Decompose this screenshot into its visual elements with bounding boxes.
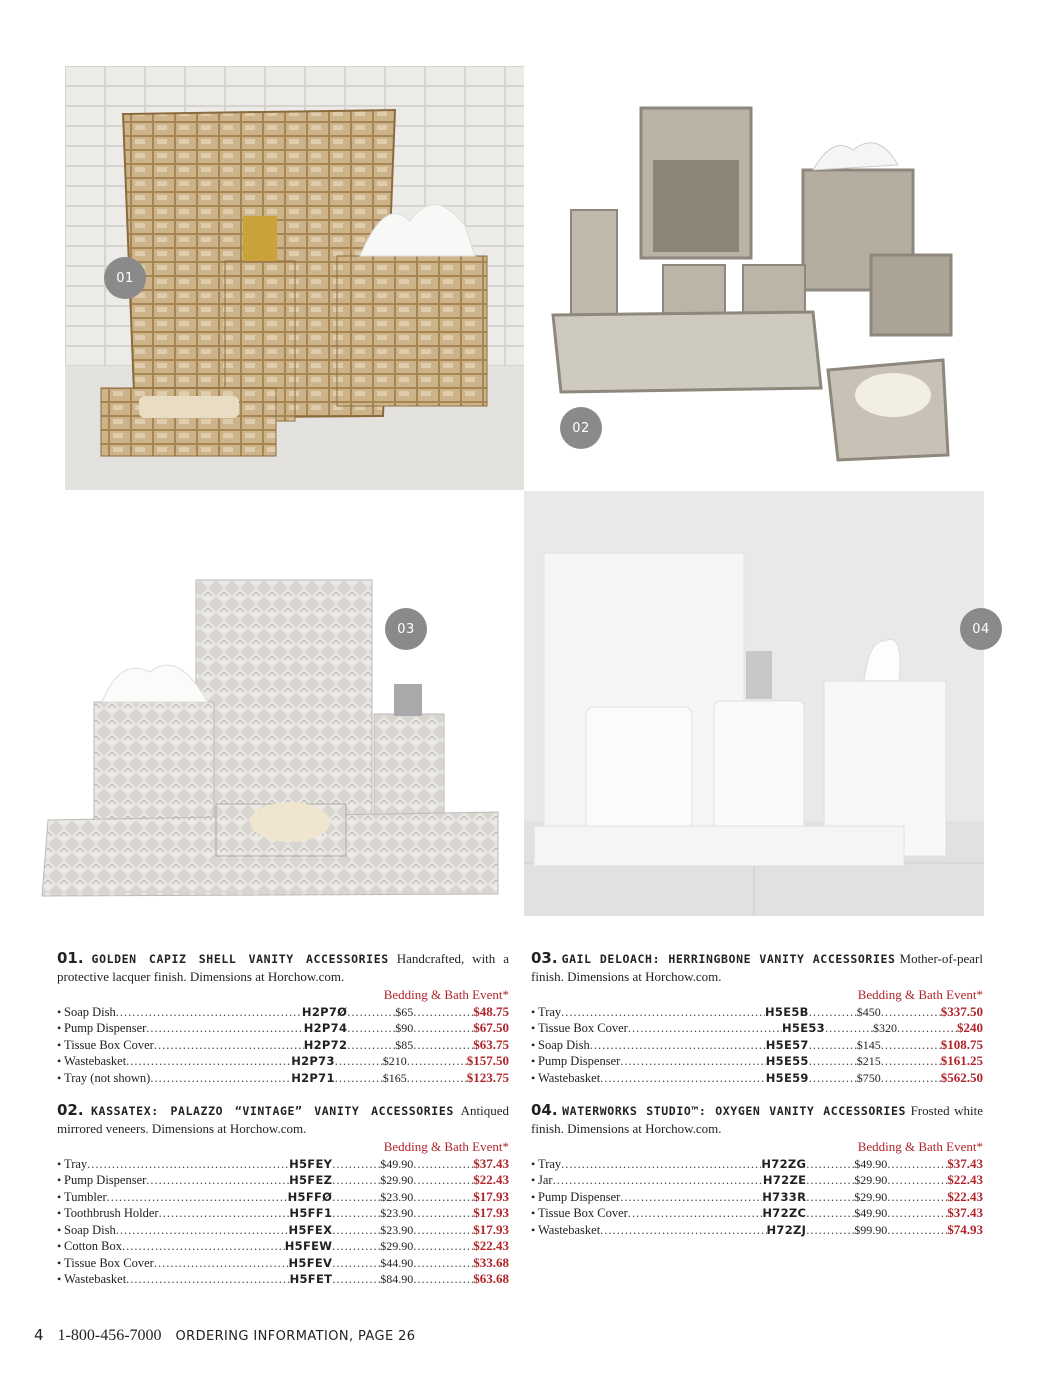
- item-price: $23.90: [380, 1189, 414, 1204]
- item-name: Toothbrush Holder: [64, 1206, 159, 1220]
- item-sale-price: $123.75: [466, 1069, 509, 1085]
- item-sku: H72ZC: [762, 1206, 807, 1220]
- item-sale-price: $17.93: [473, 1188, 509, 1204]
- dot-leader: [413, 1222, 473, 1239]
- bullet-mark: •: [531, 1173, 536, 1187]
- dot-leader: [146, 1172, 289, 1189]
- dot-leader: [600, 1070, 766, 1087]
- sale-event-label: Bedding & Bath Event*: [857, 1139, 983, 1154]
- dot-leader: [887, 1156, 947, 1173]
- item-name: Pump Dispenser: [64, 1021, 147, 1035]
- price-list-row: [531, 1037, 983, 1054]
- bullet-mark: •: [531, 1189, 536, 1204]
- item-sku: H5E53: [782, 1021, 825, 1035]
- item-price: $99.90: [854, 1222, 888, 1237]
- phone-number: 1-800-456-7000: [57, 1327, 162, 1344]
- dot-leader: [806, 1172, 854, 1189]
- bullet-mark: •: [531, 1222, 536, 1237]
- item-price: $750: [856, 1070, 881, 1085]
- item-sku: H5FEY: [289, 1156, 333, 1171]
- bullet-mark: •: [531, 1156, 536, 1171]
- item-sale-price: $108.75: [940, 1036, 983, 1052]
- price-list-row: [57, 1255, 509, 1272]
- price-list-row: [531, 1020, 983, 1037]
- item-sku: H72ZJ: [766, 1222, 807, 1237]
- dot-leader: [881, 1037, 941, 1054]
- mirrored-vanity-set-image: [543, 90, 983, 470]
- item-price: $49.90: [380, 1156, 414, 1171]
- item-price: $145: [856, 1037, 881, 1052]
- item-price: $320: [873, 1021, 897, 1035]
- item-price: $65: [395, 1004, 414, 1019]
- dot-leader: [347, 1004, 395, 1021]
- item-name: Wastebasket: [538, 1070, 601, 1085]
- dot-leader: [809, 1053, 857, 1070]
- product-number: 03.: [531, 949, 558, 967]
- product-number-badge: 03: [385, 608, 427, 650]
- item-sale-price: $161.25: [940, 1053, 983, 1068]
- item-name: Cotton Box: [64, 1239, 122, 1253]
- dot-leader: [628, 1020, 782, 1037]
- dot-leader: [332, 1255, 380, 1272]
- item-sale-price: $48.75: [473, 1003, 509, 1019]
- price-list-row: [531, 1156, 983, 1173]
- item-sale-price: $63.75: [473, 1036, 509, 1052]
- page-footer: [34, 1326, 415, 1345]
- bullet-mark: •: [57, 1021, 62, 1035]
- item-price: $215: [856, 1054, 881, 1068]
- dot-leader: [413, 1205, 473, 1222]
- item-sku: H5FEZ: [289, 1173, 333, 1187]
- product-description: Mother-of-pearl finish. Dimensions at Horchow.com.: [531, 951, 983, 984]
- dot-leader: [413, 1271, 473, 1288]
- product-description: Frosted white finish. Dimensions at Horchow.com.: [531, 1103, 984, 1136]
- item-sale-price: $22.43: [473, 1238, 509, 1253]
- item-name: Pump Dispenser: [538, 1054, 621, 1068]
- product-photo-02: [543, 90, 983, 470]
- dot-leader: [413, 1037, 473, 1054]
- dot-leader: [407, 1053, 467, 1070]
- item-sale-price: $33.68: [473, 1254, 509, 1270]
- item-sale-price: $157.50: [466, 1053, 509, 1068]
- item-price: $29.90: [380, 1173, 414, 1187]
- dot-leader: [116, 1004, 302, 1021]
- page-number: 4: [34, 1326, 44, 1344]
- item-name: Wastebasket: [64, 1272, 127, 1286]
- dot-leader: [809, 1004, 857, 1021]
- dot-leader: [897, 1020, 957, 1037]
- item-sale-price: $22.43: [947, 1188, 983, 1204]
- item-price: $23.90: [380, 1222, 414, 1237]
- product-column-left: [57, 950, 509, 1304]
- dot-leader: [413, 1172, 473, 1189]
- dot-leader: [332, 1271, 380, 1288]
- item-price: $23.90: [380, 1206, 414, 1220]
- item-sale-price: $17.93: [473, 1205, 509, 1220]
- item-price: $49.90: [854, 1206, 888, 1220]
- item-name: Soap Dish: [64, 1004, 116, 1019]
- item-sale-price: $22.43: [473, 1172, 509, 1187]
- bullet-mark: •: [57, 1004, 62, 1019]
- price-list-row: [531, 1070, 983, 1087]
- product-title: WATERWORKS STUDIO™: OXYGEN VANITY ACCESSORIES: [562, 1104, 906, 1118]
- item-sku: H5FEV: [288, 1255, 333, 1270]
- product-description: Handcrafted, with a protective lacquer finish. Dimensions at Horchow.com.: [57, 951, 510, 984]
- dot-leader: [620, 1189, 762, 1206]
- sale-event-label: Bedding & Bath Event*: [383, 987, 509, 1002]
- price-list-row: [531, 1172, 983, 1189]
- item-price: $90: [395, 1021, 414, 1035]
- product-photo-04: [524, 491, 984, 916]
- dot-leader: [881, 1070, 941, 1087]
- dot-leader: [600, 1222, 766, 1239]
- item-sku: H5E59: [765, 1070, 809, 1085]
- dot-leader: [335, 1053, 383, 1070]
- item-name: Tray: [64, 1156, 88, 1171]
- item-sale-price: $67.50: [473, 1020, 509, 1035]
- item-sale-price: $22.43: [947, 1172, 983, 1187]
- dot-leader: [806, 1222, 854, 1239]
- dot-leader: [154, 1255, 289, 1272]
- price-list-row: [57, 1156, 509, 1173]
- item-name: Pump Dispenser: [64, 1173, 147, 1187]
- product-number: 04.: [531, 1101, 558, 1119]
- bullet-mark: •: [57, 1206, 62, 1220]
- dot-leader: [126, 1271, 289, 1288]
- bullet-mark: •: [57, 1239, 62, 1253]
- dot-leader: [620, 1053, 765, 1070]
- dot-leader: [825, 1020, 873, 1037]
- price-list-row: [57, 1053, 509, 1070]
- item-name: Wastebasket: [538, 1222, 601, 1237]
- product-number-badge: 02: [560, 407, 602, 449]
- price-list-row: [57, 1189, 509, 1206]
- item-sale-price: $37.43: [947, 1205, 983, 1220]
- bullet-mark: •: [531, 1054, 536, 1068]
- dot-leader: [107, 1189, 288, 1206]
- item-price: $210: [382, 1054, 407, 1068]
- dot-leader: [413, 1189, 473, 1206]
- item-name: Tumbler: [64, 1189, 107, 1204]
- dot-leader: [332, 1172, 380, 1189]
- bullet-mark: •: [531, 1021, 536, 1035]
- dot-leader: [809, 1037, 857, 1054]
- item-sku: H5FEX: [288, 1222, 333, 1237]
- dot-leader: [628, 1205, 763, 1222]
- item-sku: H2P7Ø: [301, 1004, 348, 1019]
- product-title: GAIL DELOACH: HERRINGBONE VANITY ACCESSORIES: [561, 952, 896, 966]
- dot-leader: [347, 1037, 395, 1054]
- dot-leader: [806, 1156, 854, 1173]
- product-section-01: [57, 950, 509, 1086]
- product-description: Antiqued mirrored veneers. Dimensions at Horchow.com.: [57, 1103, 510, 1136]
- item-sku: H5FET: [289, 1272, 333, 1286]
- bullet-mark: •: [57, 1189, 62, 1204]
- price-list-row: [57, 1222, 509, 1239]
- item-sale-price: $240: [957, 1020, 983, 1035]
- dot-leader: [809, 1070, 857, 1087]
- dot-leader: [553, 1172, 763, 1189]
- product-section-04: [531, 1102, 983, 1238]
- dot-leader: [806, 1205, 854, 1222]
- product-heading: [57, 1102, 509, 1137]
- item-sale-price: $63.68: [473, 1271, 509, 1286]
- dot-leader: [332, 1238, 380, 1255]
- dot-leader: [887, 1205, 947, 1222]
- product-photo-03: [40, 572, 502, 902]
- item-sale-price: $37.43: [473, 1155, 509, 1171]
- price-list-row: [531, 1053, 983, 1070]
- dot-leader: [332, 1205, 380, 1222]
- dot-leader: [413, 1255, 473, 1272]
- item-sku: H5FFØ: [287, 1189, 333, 1204]
- item-name: Wastebasket: [64, 1054, 127, 1068]
- bullet-mark: •: [57, 1070, 62, 1085]
- bullet-mark: •: [531, 1206, 536, 1220]
- product-title: KASSATEX: PALAZZO “VINTAGE” VANITY ACCESSORIES: [91, 1104, 454, 1118]
- product-section-03: [531, 950, 983, 1086]
- price-list-row: [57, 1172, 509, 1189]
- dot-leader: [332, 1222, 380, 1239]
- dot-leader: [413, 1156, 473, 1173]
- item-sku: H733R: [762, 1189, 807, 1204]
- item-sku: H2P71: [291, 1070, 335, 1085]
- bullet-mark: •: [57, 1222, 62, 1237]
- dot-leader: [887, 1189, 947, 1206]
- item-sku: H5E5B: [765, 1004, 809, 1019]
- product-number-badge: 04: [960, 608, 1002, 650]
- price-list-row: [57, 1037, 509, 1054]
- item-sale-price: $74.93: [947, 1221, 983, 1237]
- dot-leader: [413, 1238, 473, 1255]
- item-price: $49.90: [854, 1156, 888, 1171]
- price-list-row: [531, 1222, 983, 1239]
- item-name: Tray (not shown): [64, 1070, 151, 1085]
- item-name: Jar: [538, 1173, 553, 1187]
- bullet-mark: •: [57, 1037, 62, 1052]
- dot-leader: [887, 1172, 947, 1189]
- dot-leader: [335, 1070, 383, 1087]
- ordering-info-text: ORDERING INFORMATION, PAGE 26: [175, 1329, 416, 1344]
- item-name: Tissue Box Cover: [538, 1021, 628, 1035]
- item-sku: H5FF1: [289, 1206, 333, 1220]
- product-title: GOLDEN CAPIZ SHELL VANITY ACCESSORIES: [91, 952, 389, 966]
- price-list-row: [57, 1238, 509, 1255]
- dot-leader: [881, 1053, 941, 1070]
- product-heading: [531, 950, 983, 985]
- item-price: $29.90: [854, 1189, 888, 1204]
- dot-leader: [887, 1222, 947, 1239]
- product-heading: [57, 950, 509, 985]
- price-list-row: [531, 1189, 983, 1206]
- dot-leader: [87, 1156, 289, 1173]
- item-sku: H72ZG: [761, 1156, 807, 1171]
- dot-leader: [413, 1020, 473, 1037]
- item-name: Tray: [538, 1004, 562, 1019]
- dot-leader: [154, 1037, 304, 1054]
- dot-leader: [332, 1156, 380, 1173]
- dot-leader: [413, 1004, 473, 1021]
- item-sale-price: $17.93: [473, 1221, 509, 1237]
- item-price: $84.90: [380, 1272, 414, 1286]
- price-list-row: [57, 1004, 509, 1021]
- item-sku: H2P73: [291, 1054, 335, 1068]
- price-list-row: [531, 1004, 983, 1021]
- bullet-mark: •: [531, 1004, 536, 1019]
- dot-leader: [347, 1020, 395, 1037]
- frosted-glass-vanity-set-image: [524, 491, 984, 916]
- sale-event-label: Bedding & Bath Event*: [383, 1139, 509, 1154]
- item-name: Pump Dispenser: [538, 1189, 621, 1204]
- dot-leader: [881, 1004, 941, 1021]
- item-name: Tissue Box Cover: [64, 1255, 154, 1270]
- price-list-row: [57, 1205, 509, 1222]
- product-number: 02.: [57, 1101, 84, 1119]
- dot-leader: [806, 1189, 854, 1206]
- item-name: Soap Dish: [538, 1037, 590, 1052]
- price-list-row: [57, 1020, 509, 1037]
- product-column-right: [531, 950, 983, 1254]
- item-sku: H2P74: [303, 1021, 348, 1035]
- item-sku: H5E57: [765, 1037, 809, 1052]
- dot-leader: [590, 1037, 766, 1054]
- item-name: Tissue Box Cover: [538, 1206, 628, 1220]
- dot-leader: [150, 1070, 291, 1087]
- bullet-mark: •: [57, 1156, 62, 1171]
- bullet-mark: •: [531, 1070, 536, 1085]
- price-list-row: [57, 1070, 509, 1087]
- item-sku: H5FEW: [284, 1239, 333, 1253]
- item-price: $165: [382, 1070, 407, 1085]
- sale-event-label: Bedding & Bath Event*: [857, 987, 983, 1002]
- dot-leader: [146, 1020, 303, 1037]
- item-sku: H5E55: [765, 1054, 809, 1068]
- herringbone-vanity-set-image: [40, 572, 502, 902]
- dot-leader: [159, 1205, 290, 1222]
- dot-leader: [126, 1053, 291, 1070]
- bullet-mark: •: [531, 1037, 536, 1052]
- dot-leader: [122, 1238, 285, 1255]
- item-sale-price: $337.50: [940, 1003, 983, 1019]
- product-number: 01.: [57, 949, 84, 967]
- dot-leader: [116, 1222, 289, 1239]
- item-name: Tissue Box Cover: [64, 1037, 154, 1052]
- item-price: $29.90: [854, 1173, 888, 1187]
- item-name: Soap Dish: [64, 1222, 116, 1237]
- item-price: $44.90: [380, 1255, 414, 1270]
- dot-leader: [407, 1070, 467, 1087]
- dot-leader: [561, 1156, 761, 1173]
- item-sku: H2P72: [303, 1037, 348, 1052]
- product-section-02: [57, 1102, 509, 1288]
- product-number-badge: 01: [104, 257, 146, 299]
- item-sale-price: $37.43: [947, 1155, 983, 1171]
- bullet-mark: •: [57, 1272, 62, 1286]
- bullet-mark: •: [57, 1255, 62, 1270]
- item-sale-price: $562.50: [940, 1069, 983, 1085]
- item-price: $85: [395, 1037, 414, 1052]
- bullet-mark: •: [57, 1173, 62, 1187]
- item-name: Tray: [538, 1156, 562, 1171]
- price-list-row: [57, 1271, 509, 1288]
- item-price: $450: [856, 1004, 881, 1019]
- dot-leader: [332, 1189, 380, 1206]
- item-sku: H72ZE: [762, 1173, 807, 1187]
- dot-leader: [561, 1004, 765, 1021]
- item-price: $29.90: [380, 1239, 414, 1253]
- bullet-mark: •: [57, 1054, 62, 1068]
- product-heading: [531, 1102, 983, 1137]
- price-list-row: [531, 1205, 983, 1222]
